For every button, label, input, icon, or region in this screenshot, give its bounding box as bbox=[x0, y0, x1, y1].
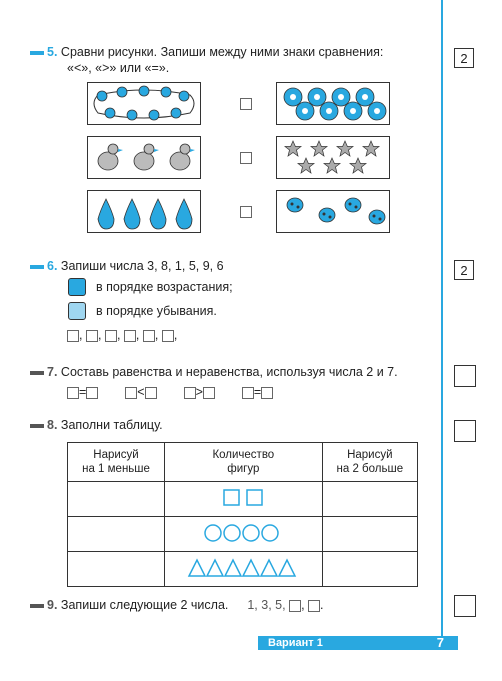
answer-box[interactable] bbox=[261, 387, 273, 399]
answer-cell[interactable] bbox=[68, 517, 165, 552]
score-box-9[interactable] bbox=[454, 595, 476, 617]
answer-box[interactable] bbox=[124, 330, 136, 342]
answer-box[interactable] bbox=[162, 330, 174, 342]
squares-cell bbox=[165, 482, 323, 517]
score-box-7[interactable] bbox=[454, 365, 476, 387]
header-less: Нарисуй на 1 меньше bbox=[68, 443, 165, 482]
answer-box[interactable] bbox=[67, 330, 79, 342]
answer-box[interactable] bbox=[143, 330, 155, 342]
answer-box[interactable] bbox=[86, 330, 98, 342]
task-6-heading: 6. Запиши числа 3, 8, 1, 5, 9, 6 bbox=[30, 258, 224, 274]
answer-box[interactable] bbox=[145, 387, 157, 399]
margin-line bbox=[441, 0, 443, 640]
answer-box[interactable] bbox=[105, 330, 117, 342]
answer-box[interactable] bbox=[86, 387, 98, 399]
header-count: Количество фигур bbox=[165, 443, 323, 482]
task-8-heading: 8. Заполни таблицу. bbox=[30, 417, 163, 433]
score-box-8[interactable] bbox=[454, 420, 476, 442]
triangles-cell bbox=[165, 552, 323, 587]
header-more: Нарисуй на 2 больше bbox=[322, 443, 417, 482]
task-6-option-2: в порядке убывания. bbox=[96, 304, 217, 318]
variant-label: Вариант 1 bbox=[268, 637, 323, 649]
ladybugs-picture bbox=[276, 190, 390, 233]
answer-cell[interactable] bbox=[322, 517, 417, 552]
answer-box[interactable] bbox=[203, 387, 215, 399]
task-5-subtext: «<», «>» или «=». bbox=[67, 61, 170, 75]
compare-box-3[interactable] bbox=[240, 206, 252, 218]
task-7-heading: 7. Составь равенства и неравенства, используя числа 2 и 7. bbox=[30, 364, 398, 380]
boy-face-icon bbox=[68, 278, 86, 296]
pears-picture bbox=[87, 190, 201, 233]
circles-cell bbox=[165, 517, 323, 552]
score-box-5: 2 bbox=[454, 48, 474, 68]
birds-picture bbox=[87, 136, 201, 179]
answer-box[interactable] bbox=[67, 387, 79, 399]
task-7-answer-row: = < > = bbox=[67, 384, 273, 400]
footer-bar bbox=[258, 636, 458, 650]
answer-box[interactable] bbox=[125, 387, 137, 399]
task-6-answer-boxes: , , , , , , bbox=[67, 327, 177, 343]
task-6-option-1: в порядке возрастания; bbox=[96, 280, 233, 294]
flowers-picture bbox=[276, 82, 390, 125]
answer-box[interactable] bbox=[242, 387, 254, 399]
compare-box-1[interactable] bbox=[240, 98, 252, 110]
answer-cell[interactable] bbox=[68, 552, 165, 587]
task-5-heading: 5. Сравни рисунки. Запиши между ними знаки сравнения: bbox=[30, 44, 383, 60]
score-box-6: 2 bbox=[454, 260, 474, 280]
task-9-heading: 9. Запиши следующие 2 числа. 1, 3, 5, , . bbox=[30, 597, 324, 613]
answer-cell[interactable] bbox=[68, 482, 165, 517]
task-marker bbox=[30, 51, 44, 55]
stars-picture bbox=[276, 136, 390, 179]
sequence: 1, 3, 5, bbox=[247, 598, 286, 612]
compare-box-2[interactable] bbox=[240, 152, 252, 164]
answer-box[interactable] bbox=[308, 600, 320, 612]
answer-cell[interactable] bbox=[322, 482, 417, 517]
figures-table bbox=[67, 442, 418, 587]
answer-box[interactable] bbox=[184, 387, 196, 399]
answer-box[interactable] bbox=[289, 600, 301, 612]
answer-cell[interactable] bbox=[322, 552, 417, 587]
beads-picture bbox=[87, 82, 201, 125]
page-number: 7 bbox=[436, 635, 444, 650]
girl-face-icon bbox=[68, 302, 86, 320]
